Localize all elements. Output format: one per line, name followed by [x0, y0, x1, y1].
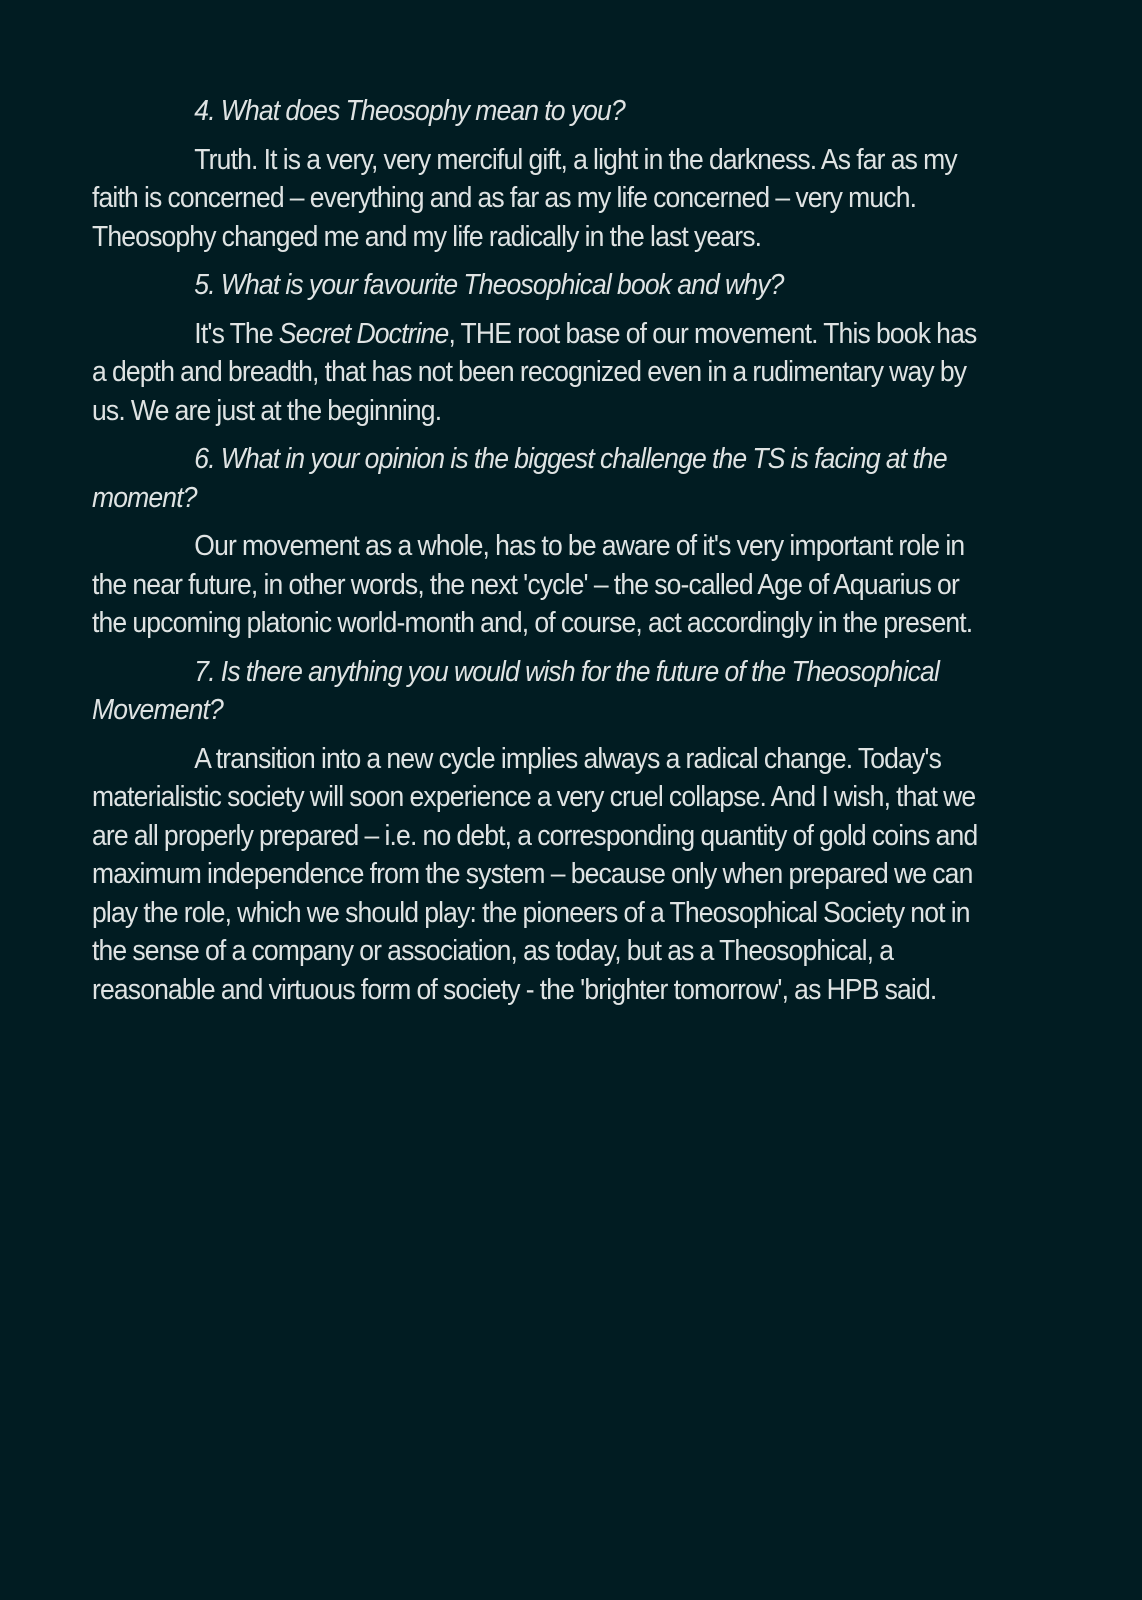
question-5: 5. What is your favourite Theosophical book and why? — [194, 269, 784, 301]
answer-4: Truth. It is a very, very merciful gift, a light in the darkness. As far as my faith is concerned – everything and as far as my life concerned – very much. Theosophy changed me and my life radically in the last years. — [92, 143, 957, 253]
answer-5 — [92, 315, 985, 431]
answer-5-prefix: It's The — [194, 317, 279, 350]
interview-text — [92, 92, 985, 1019]
question-4: 4. What does Theosophy mean to you? — [194, 95, 625, 127]
answer-6: Our movement as a whole, has to be aware of it's very important role in the near future, in other words, the next 'cycle' – the so-called Age of Aquarius or the upcoming platonic world-month and, of course, act accordingly in the present. — [92, 530, 973, 639]
answer-7: A transition into a new cycle implies always a radical change. Today's materialistic society will soon experience a very cruel collapse. And I wish, that we are all properly prepared – i.e. no debt, a corresponding quantity of gold coins and maximum independence from the system – because only when prepared we can play the role, which we should play: the pioneers of a Theosophical Society not in the sense of a company or association, as today, but as a Theosophical, a reasonable and virtuous form of society - the 'brighter tomorrow', as HPB said. — [92, 742, 978, 1006]
answer-5-rest: , THE root base of our movement. This book has a depth and breadth, that has not been recognized even in a rudimentary way by us. We are just at the beginning. — [92, 317, 977, 427]
book-title: Secret Doctrine — [278, 317, 449, 350]
question-7: 7. Is there anything you would wish for the future of the Theosophical Movement? — [92, 655, 940, 726]
question-6: 6. What in your opinion is the biggest challenge the TS is facing at the moment? — [92, 443, 947, 514]
